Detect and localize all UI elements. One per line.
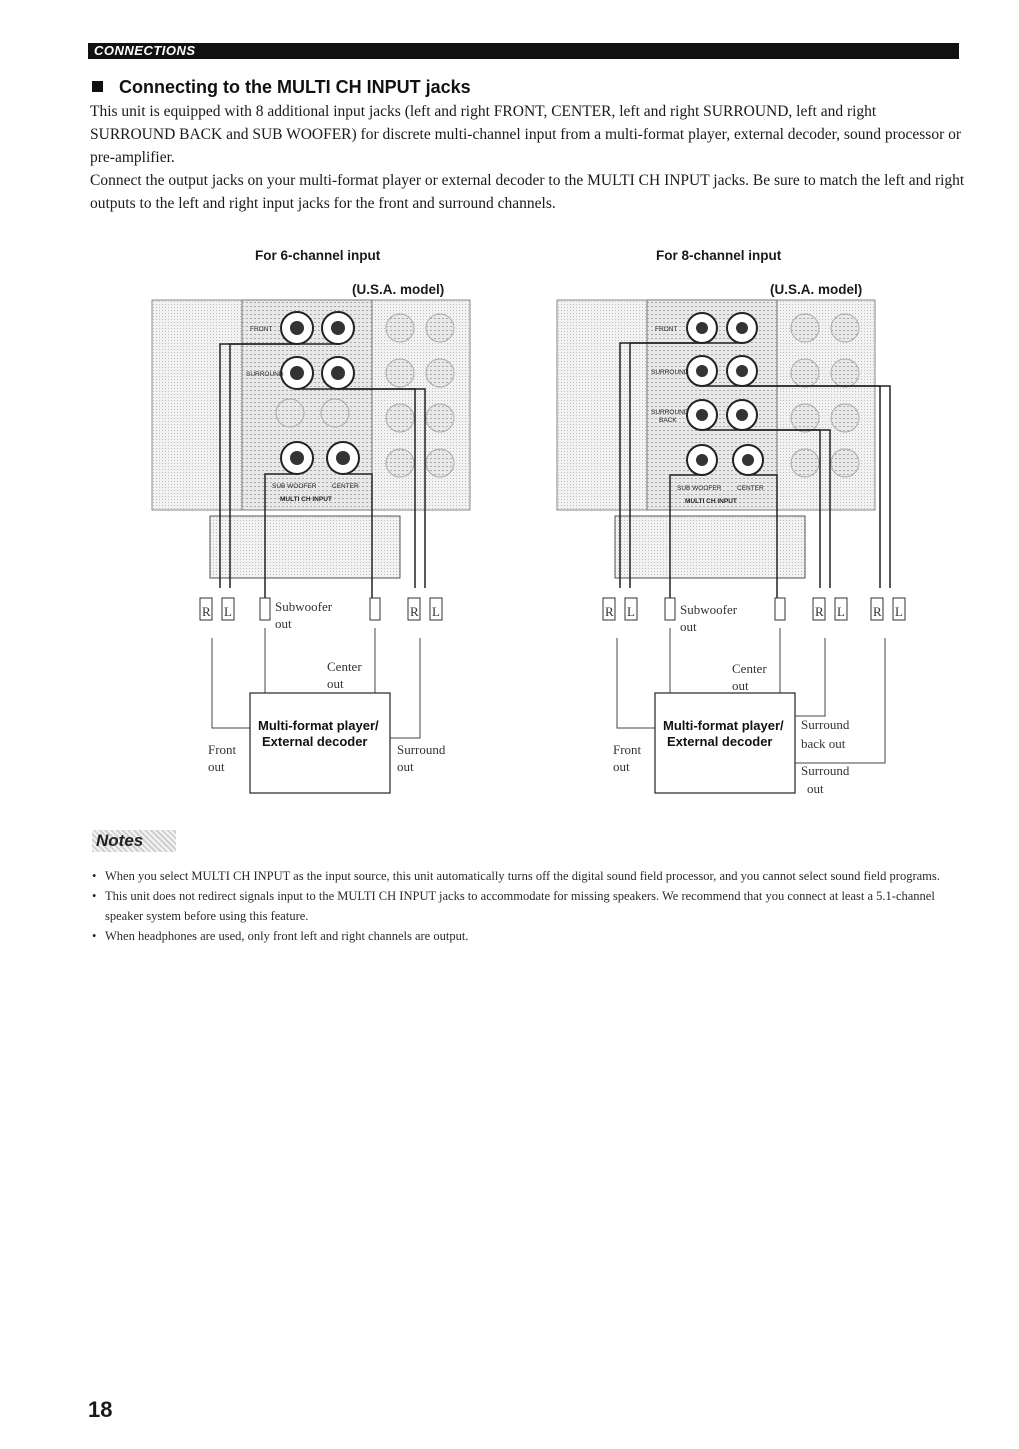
diagram-6-model: (U.S.A. model) — [352, 282, 445, 297]
diagram-6-title: For 6-channel input — [255, 248, 381, 263]
surround-back-out-1: Surround — [801, 717, 850, 732]
plug-r-surround: R — [873, 604, 882, 619]
device-label-1: Multi-format player/ — [258, 718, 379, 733]
surround-out-1: Surround — [397, 742, 446, 757]
section-title — [92, 77, 471, 98]
device-label-1: Multi-format player/ — [663, 718, 784, 733]
notes-list — [92, 866, 962, 946]
intro-paragraph-1: This unit is equipped with 8 additional input jacks (left and right FRONT, CENTER, left and right SURROUND, left and right SURROUND BACK and SUB WOOFER) for discrete multi-channel input from a multi-format player, external decoder, sound processor or pre-amplifier. — [90, 103, 962, 166]
panel-center-label: CENTER — [332, 483, 359, 490]
plugs — [603, 598, 905, 620]
center-out-1: Center — [327, 659, 362, 674]
note-item: • When headphones are used, only front left and right channels are output. — [92, 926, 962, 946]
section-title-text: Connecting to the MULTI CH INPUT jacks — [119, 77, 471, 97]
front-out-1: Front — [613, 742, 642, 757]
panel-sub-label: SUB WOOFER — [272, 483, 317, 490]
panel-center-label: CENTER — [737, 485, 764, 492]
plug-r-surround: R — [410, 604, 419, 619]
subwoofer-out-1: Subwoofer — [275, 599, 333, 614]
plug-l-surround-back: L — [837, 604, 845, 619]
bullet-square — [92, 81, 103, 92]
device-label-2: External decoder — [667, 734, 773, 749]
device-label-2: External decoder — [262, 734, 368, 749]
plug-l-surround: L — [432, 604, 440, 619]
plug-l-surround: L — [895, 604, 903, 619]
panel-surround-label: SURROUND — [651, 369, 689, 376]
center-out-1: Center — [732, 661, 767, 676]
diagram-8-channel — [555, 298, 915, 808]
center-out-2: out — [732, 678, 749, 693]
center-out-2: out — [327, 676, 344, 691]
plug-l-front: L — [627, 604, 635, 619]
diagram-6-channel — [150, 298, 480, 798]
plug-r-surround-back: R — [815, 604, 824, 619]
note-item: • When you select MULTI CH INPUT as the input source, this unit automatically turns off the digital sound field processor, and you cannot select sound field programs. — [92, 866, 962, 886]
panel-front-label: FRONT — [655, 326, 678, 333]
panel-sub-label: SUB WOOFER — [677, 485, 722, 492]
note-item: • This unit does not redirect signals input to the MULTI CH INPUT jacks to accommodate for missing speakers. We recommend that you connect at least a 5.1-channel speaker system before using this feature. — [92, 886, 962, 926]
surround-out-1: Surround — [801, 763, 850, 778]
notes-heading: Notes — [92, 830, 176, 852]
panel-surround-back-label-1: SURROUND — [651, 409, 689, 416]
subwoofer-out-1: Subwoofer — [680, 602, 738, 617]
intro-text — [90, 100, 965, 215]
diagram-8-title: For 8-channel input — [656, 248, 782, 263]
front-out-2: out — [613, 759, 630, 774]
surround-out-2: out — [807, 781, 824, 796]
header-bar — [88, 43, 959, 59]
front-out-1: Front — [208, 742, 237, 757]
surround-back-out-2: back out — [801, 736, 846, 751]
panel-surround-back-label-2: BACK — [659, 417, 677, 424]
header-label: CONNECTIONS — [94, 43, 196, 58]
surround-out-2: out — [397, 759, 414, 774]
panel-multi-label: MULTI CH INPUT — [280, 496, 332, 503]
intro-paragraph-2: Connect the output jacks on your multi-format player or external decoder to the MULTI CH INPUT jacks. Be sure to match the left and right outputs to the left and right input jacks for the front and surround channels. — [90, 172, 965, 212]
page-number: 18 — [88, 1397, 113, 1422]
panel-surround-label: SURROUND — [246, 371, 284, 378]
panel-front-label: FRONT — [250, 326, 273, 333]
front-out-2: out — [208, 759, 225, 774]
diagram-8-model: (U.S.A. model) — [770, 282, 863, 297]
subwoofer-out-2: out — [275, 616, 292, 631]
panel-multi-label: MULTI CH INPUT — [685, 498, 737, 505]
plug-l-front: L — [224, 604, 232, 619]
subwoofer-out-2: out — [680, 619, 697, 634]
plug-r-front: R — [202, 604, 211, 619]
plug-r-front: R — [605, 604, 614, 619]
